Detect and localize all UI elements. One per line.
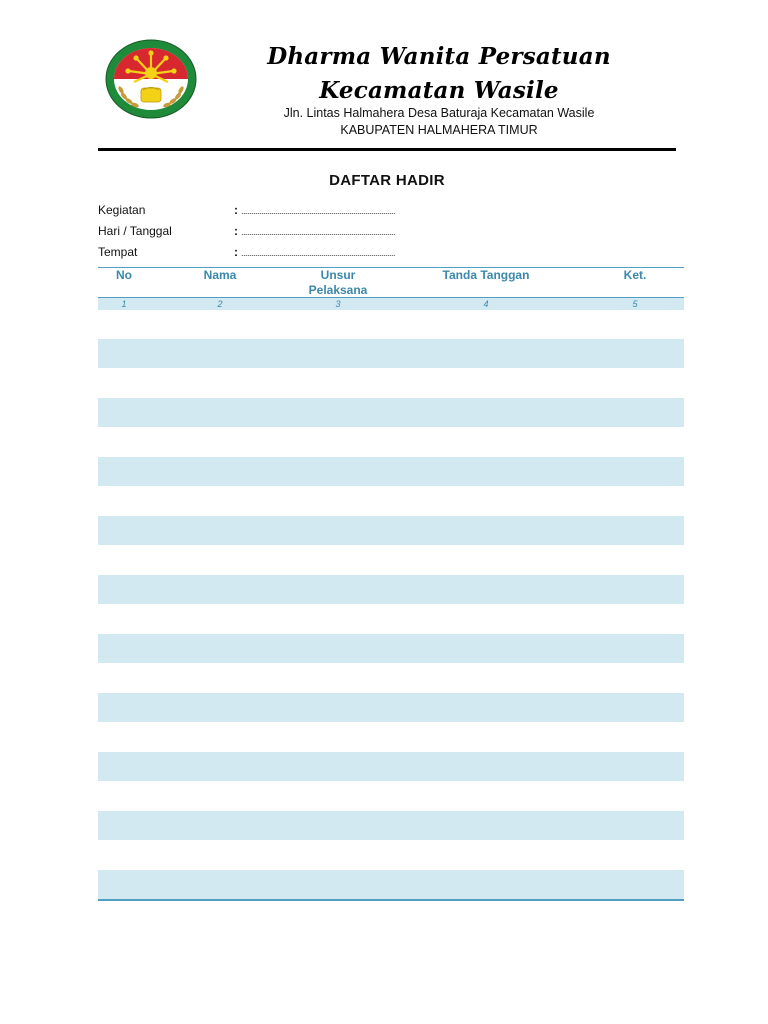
col-number: 3 [335,299,341,309]
document-title: DAFTAR HADIR [329,172,445,189]
field-separator: : [234,245,238,259]
col-number: 1 [121,299,127,309]
table-row [98,457,684,486]
field-fill-line: ............................................................................. [241,227,396,237]
col-header-nama: Nama [203,268,237,282]
table-row [98,752,684,781]
field-label: Hari / Tanggal [98,224,172,238]
org-regency: KABUPATEN HALMAHERA TIMUR [340,123,538,137]
org-name-line2: Kecamatan Wasile [319,77,559,104]
table-row [98,516,684,545]
field-label: Kegiatan [98,203,146,217]
col-number: 4 [483,299,489,309]
table-row [98,398,684,427]
table-row [98,693,684,722]
field-separator: : [234,203,238,217]
field-fill-line: ............................................................................. [241,248,396,258]
table-bottom-border [98,899,684,901]
org-address: Jln. Lintas Halmahera Desa Baturaja Kecamatan Wasile [283,106,595,120]
table-row [98,634,684,663]
table-row [98,870,684,899]
field-fill-line: ............................................................................. [241,206,396,216]
col-header-tanda-tanggan: Tanda Tanggan [442,268,530,282]
col-header-ket: Ket. [623,268,647,282]
table-row [98,575,684,604]
col-number: 2 [217,299,223,309]
col-header-no: No [116,268,132,282]
letterhead-divider [98,148,676,151]
field-label: Tempat [98,245,138,259]
col-number: 5 [632,299,638,309]
attendance-table [98,267,684,901]
field-separator: : [234,224,238,238]
dharma-wanita-emblem [104,38,198,120]
table-row [98,811,684,840]
org-name-line1: Dharma Wanita Persatuan [267,43,611,70]
table-row [98,339,684,368]
col-header-unsur-pelaksana: Unsur Pelaksana [308,268,368,297]
